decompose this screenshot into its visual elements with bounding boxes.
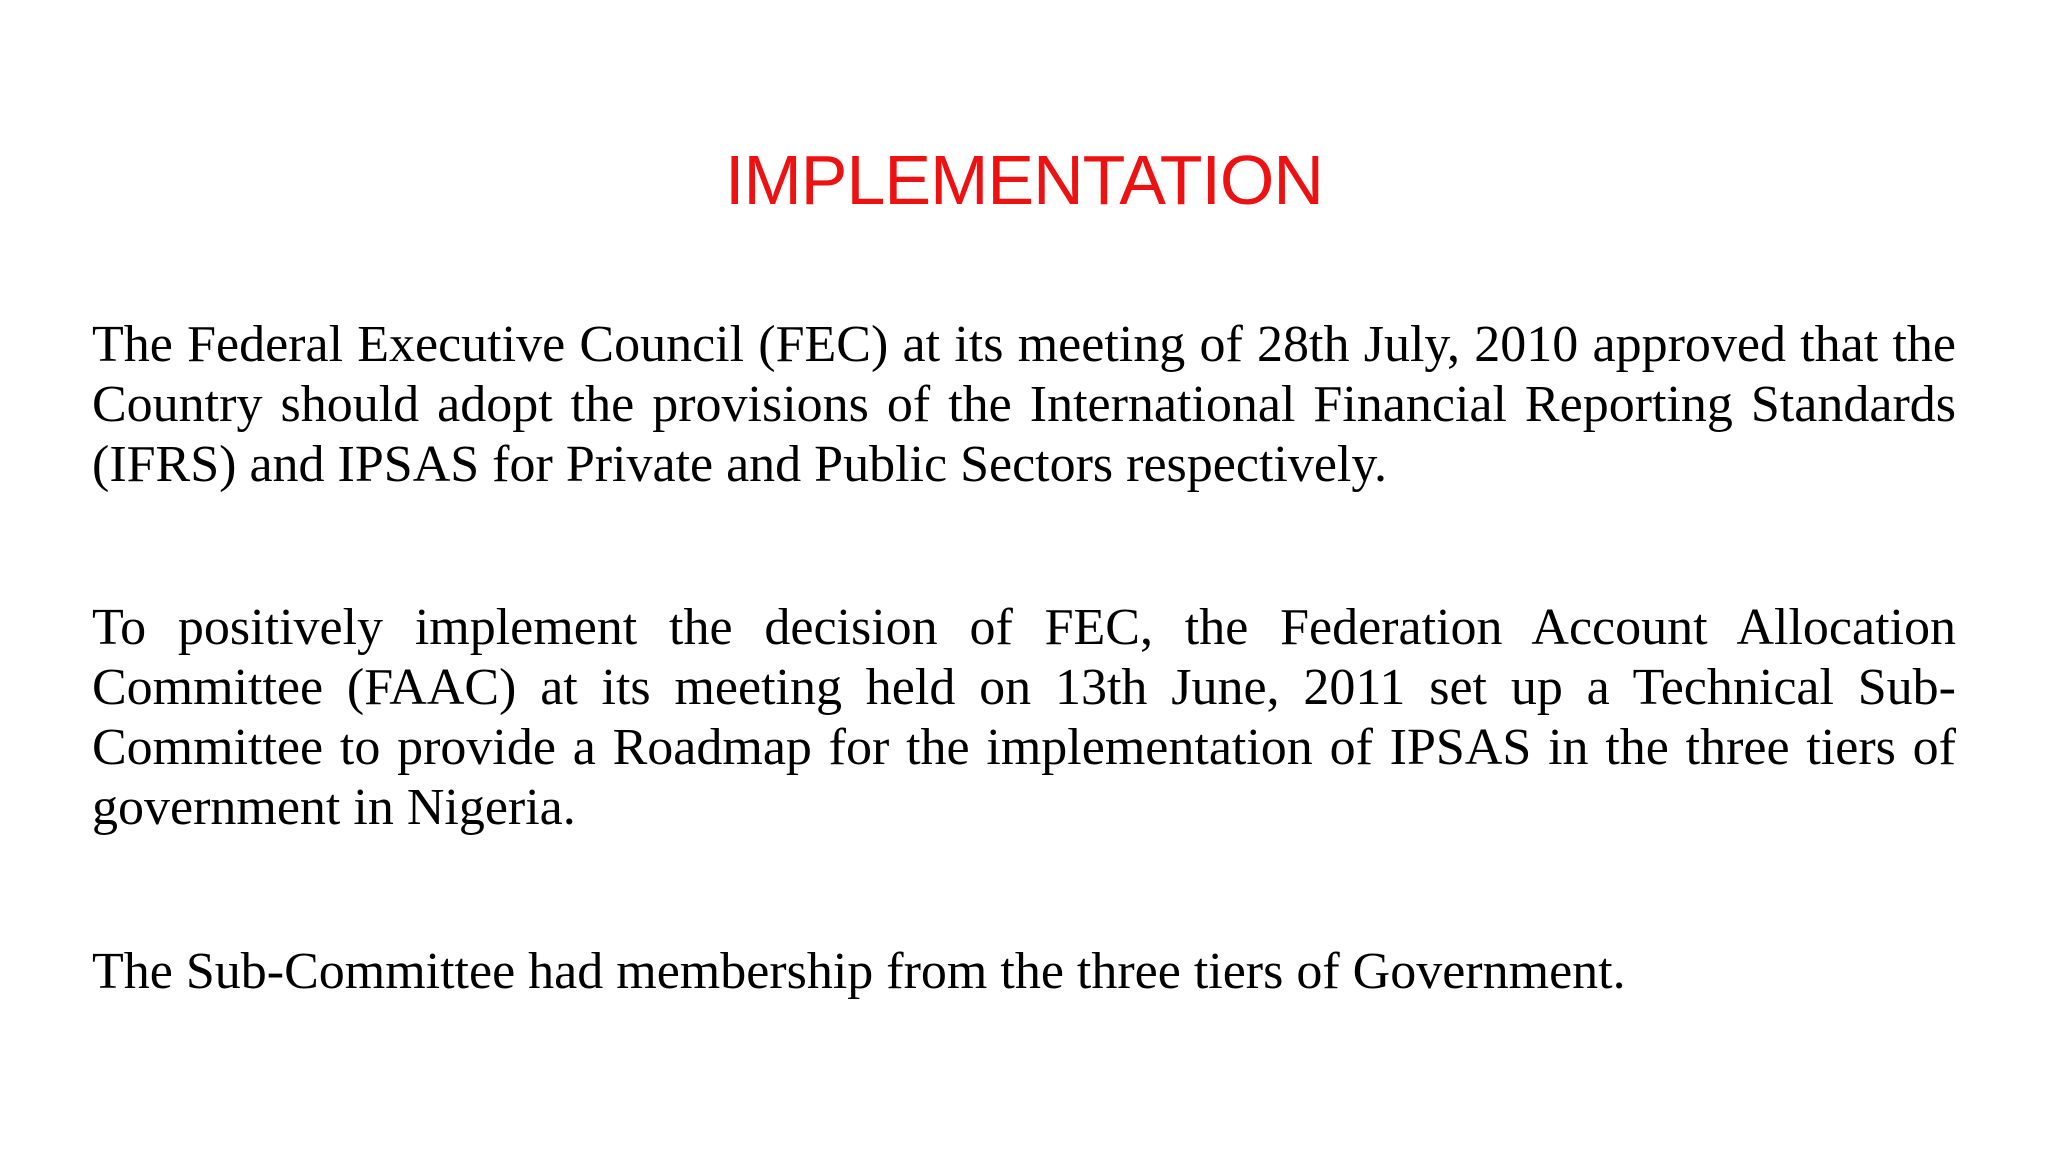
slide-title: IMPLEMENTATION [725, 141, 1323, 219]
paragraph-membership: The Sub-Committee had membership from the three tiers of Government. [92, 943, 1626, 1000]
paragraph-fec-approval: The Federal Executive Council (FEC) at its meeting of 28th July, 2010 approved that the Country should adopt the provisions of the International Financial Reporting Standards (IFRS) and IPSAS for Private and Public Sectors respectively. [92, 316, 1956, 493]
paragraph-faac-subcommittee: To positively implement the decision of FEC, the Federation Account Allocation Committee (FAAC) at its meeting held on 13th June, 2011 set up a Technical Sub-Committee to provide a Roadmap for the implementation of IPSAS in the three tiers of government in Nigeria. [92, 599, 1956, 836]
